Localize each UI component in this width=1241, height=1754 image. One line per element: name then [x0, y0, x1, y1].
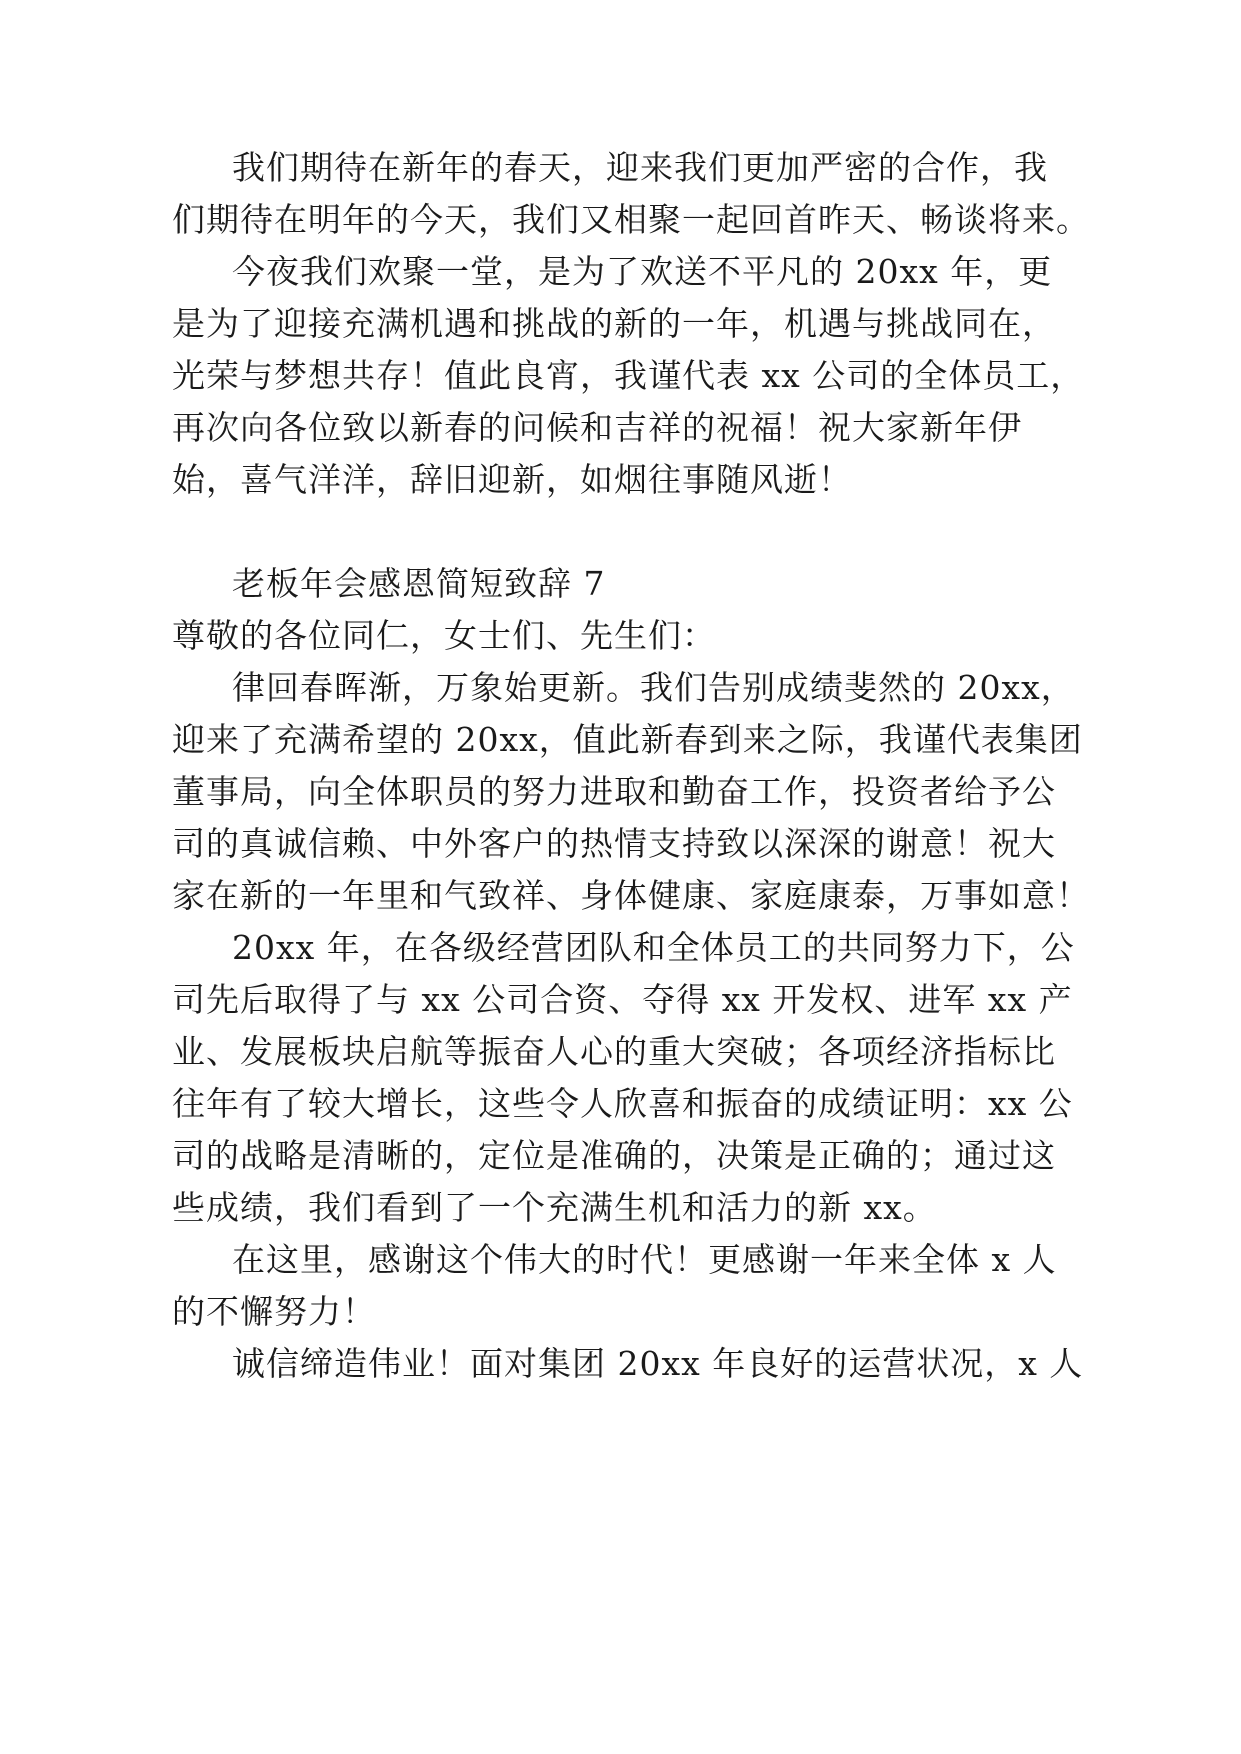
- salutation: 尊敬的各位同仁，女士们、先生们：: [172, 616, 716, 655]
- paragraph-line: 我们期待在新年的春天，迎来我们更加严密的合作，我: [232, 148, 1048, 187]
- paragraph-line: 迎来了充满希望的 20xx，值此新春到来之际，我谨代表集团: [172, 720, 1083, 759]
- paragraph-line: 诚信缔造伟业！面对集团 20xx 年良好的运营状况，x 人: [232, 1344, 1084, 1383]
- paragraph-line: 光荣与梦想共存！值此良宵，我谨代表 xx 公司的全体员工，: [172, 356, 1085, 395]
- paragraph-line: 司的战略是清晰的，定位是准确的，决策是正确的；通过这: [172, 1136, 1056, 1175]
- paragraph-line: 业、发展板块启航等振奋人心的重大突破；各项经济指标比: [172, 1032, 1056, 1071]
- paragraph-line: 始，喜气洋洋，辞旧迎新，如烟往事随风逝！: [172, 460, 852, 499]
- paragraph-line: 们期待在明年的今天，我们又相聚一起回首昨天、畅谈将来。: [172, 200, 1090, 239]
- paragraph-line: 律回春晖渐，万象始更新。我们告别成绩斐然的 20xx，: [232, 668, 1075, 707]
- paragraph-line: 些成绩，我们看到了一个充满生机和活力的新 xx。: [172, 1188, 937, 1227]
- paragraph-line: 在这里，感谢这个伟大的时代！更感谢一年来全体 x 人: [232, 1240, 1057, 1279]
- paragraph-line: 司的真诚信赖、中外客户的热情支持致以深深的谢意！祝大: [172, 824, 1056, 863]
- section-title: 老板年会感恩简短致辞 7: [232, 564, 606, 603]
- paragraph-line: 往年有了较大增长，这些令人欣喜和振奋的成绩证明：xx 公: [172, 1084, 1073, 1123]
- paragraph-line: 是为了迎接充满机遇和挑战的新的一年，机遇与挑战同在，: [172, 304, 1056, 343]
- paragraph-line: 再次向各位致以新春的问候和吉祥的祝福！祝大家新年伊: [172, 408, 1022, 447]
- paragraph-line: 家在新的一年里和气致祥、身体健康、家庭康泰，万事如意！: [172, 876, 1090, 915]
- paragraph-line: 的不懈努力！: [172, 1292, 376, 1331]
- paragraph-line: 今夜我们欢聚一堂，是为了欢送不平凡的 20xx 年，更: [232, 252, 1053, 291]
- paragraph-line: 20xx 年，在各级经营团队和全体员工的共同努力下，公: [232, 928, 1075, 967]
- paragraph-line: 董事局，向全体职员的努力进取和勤奋工作，投资者给予公: [172, 772, 1056, 811]
- paragraph-line: 司先后取得了与 xx 公司合资、夺得 xx 开发权、进军 xx 产: [172, 980, 1073, 1019]
